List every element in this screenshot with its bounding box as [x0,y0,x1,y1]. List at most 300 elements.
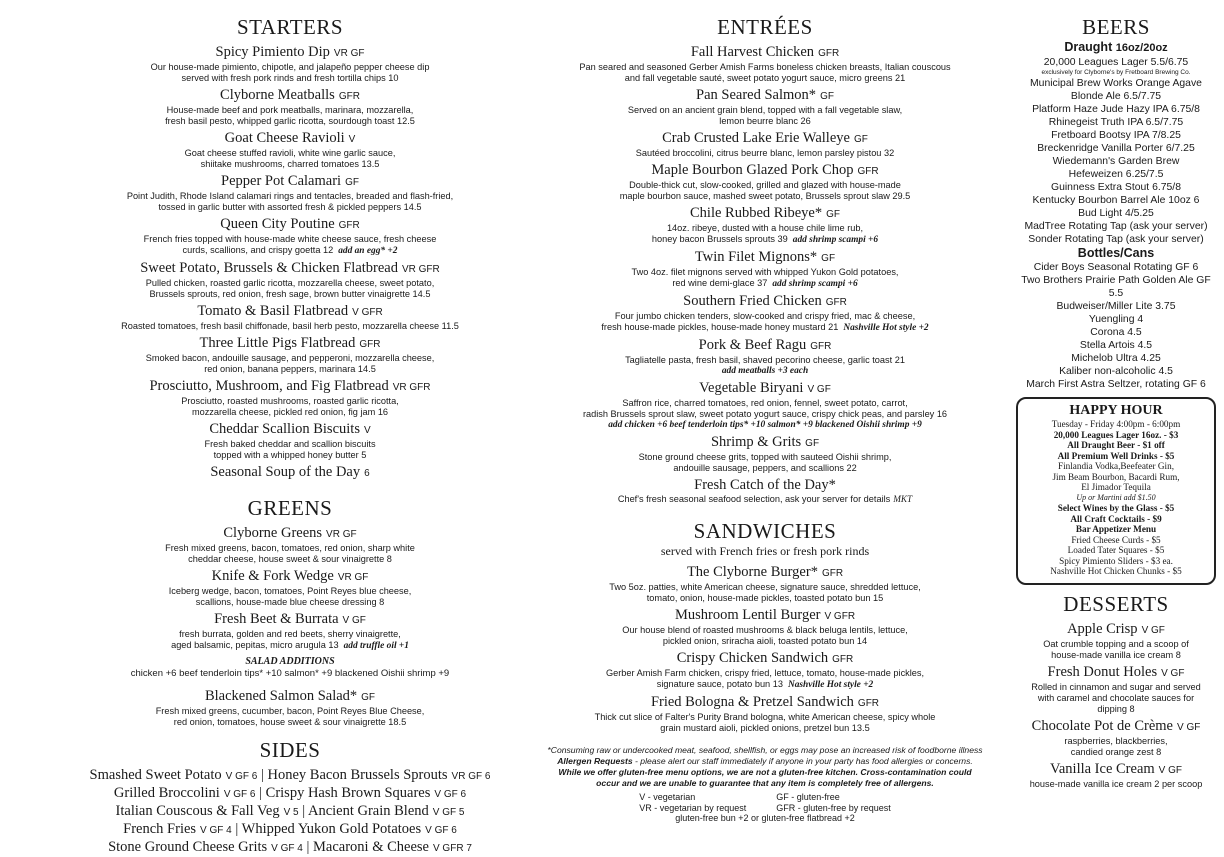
item-description-text: Two 5oz. patties, white American cheese, signature sauce, shredded lettuce, [609,582,921,592]
item-tags: GFR [338,220,360,231]
item-name: Fried Bologna & Pretzel Sandwich [650,694,854,710]
item-description-text: red onion, tomatoes, house sweet & sour vinaigrette 18.5 [173,717,407,727]
item-name: Maple Bourbon Glazed Pork Chop [651,162,854,178]
item-addon: add shrimp scampi +6 [772,279,858,289]
item-description [1016,682,1216,693]
item-price: MKT [893,494,913,504]
gluten-notice-2: occur and we are unable to guarantee that any item is completely free of allergens. [596,778,934,788]
happy-hour-line: Bar Appetizer Menu [1075,524,1157,534]
item-description [10,629,570,640]
item-name: Twin Filet Mignons* [694,249,818,265]
item-description-text: Two 4oz. filet mignons served with whipped Yukon Gold potatoes, [631,267,899,277]
item-description [10,202,570,213]
item-description-text: mozzarella cheese, pickled red onion, fig jam 16 [191,407,389,417]
item-name: Vanilla Ice Cream [1049,760,1155,777]
item-name-line [10,130,570,148]
item-tags: VR GF [333,48,365,59]
sides-divider: | [255,785,266,801]
item-description-text: scallions, house-made blue cheese dressing 8 [195,597,385,607]
item-description [10,407,570,418]
item-name: Chile Rubbed Ribeye* [690,205,823,221]
happy-hour-line: All Craft Cocktails - $9 [1070,513,1162,524]
bottle-beer: Yuengling 4 [1088,314,1144,325]
happy-hour-list [1022,419,1210,577]
item-name-line [10,568,570,586]
item-description [540,223,990,234]
starters-list [10,44,570,482]
happy-hour-line: Select Wines by the Glass - $5 [1057,503,1175,513]
item-description [540,73,990,84]
happy-hour-line: El Jimador Tequila [1081,482,1151,492]
consume-notice: *Consuming raw or undercooked meat, seafood, shellfish, or eggs may pose an increased risk of foodborne illness [547,745,983,755]
menu-item [540,564,990,604]
menu-item [10,568,570,608]
happy-hour-line: All Draught Beer - $1 off [1067,440,1165,450]
item-tags: VR GF [326,529,357,540]
item-name-line [10,216,570,234]
allergen-notice [540,756,990,767]
item-name: Southern Fried Chicken [683,293,822,309]
item-description-text: raspberries, blackberries, [1064,735,1168,746]
legend-v: V - vegetarian [639,792,696,802]
menu-item [10,688,570,728]
item-tags: VR GFR [392,382,431,393]
legend-gluten-free-bun: gluten-free bun +2 or gluten-free flatbread +2 [675,813,855,823]
desserts-title: DESSERTS [1063,591,1169,616]
item-description-text: House-made beef and pork meatballs, marinara, mozzarella, [166,105,414,115]
draught-beer: Municipal Brew Works Orange Agave [1030,78,1202,89]
item-name: Cheddar Scallion Biscuits [209,421,360,437]
bottles-heading: Bottles/Cans [1077,246,1155,260]
item-name: Fresh Beet & Burrata [214,611,339,627]
item-name-line [540,650,990,668]
draught-beer: MadTree Rotating Tap (ask your server) [1024,221,1208,232]
item-description [10,278,570,289]
item-tags: GFR [338,91,360,102]
sides-row [10,785,570,803]
item-tags: GF [345,177,359,188]
sides-divider: | [298,803,308,819]
item-name-line [10,464,570,482]
item-description-text: red wine demi-glace 37 [672,278,768,288]
item-description-text: Gerber Amish Farm chicken, crispy fried, lettuce, tomato, house-made pickles, [605,668,925,678]
item-name-line [10,525,570,543]
item-description-text: Double-thick cut, slow-cooked, grilled and glazed with house-made [629,180,901,190]
bottle-beer: Stella Artois 4.5 [1079,340,1153,351]
item-addon: add shrimp scampi +6 [792,235,879,245]
item-tags: V [348,134,356,145]
item-name-line [10,378,570,396]
item-name: Vegetable Biryani [699,380,804,396]
item-description-text: honey bacon Brussels sprouts 39 [651,234,788,244]
item-name: Seasonal Soup of the Day [210,464,361,480]
item-addon-line: add meatballs +3 each [721,366,809,376]
item-name: Mushroom Lentil Burger [674,607,821,623]
item-description [10,597,570,608]
item-description-text: 14oz. ribeye, dusted with a house chile lime rub, [666,223,864,233]
item-description [540,267,990,278]
item-description [540,180,990,191]
side-name: French Fries [123,821,197,837]
item-description [540,452,990,463]
item-name-line [1016,621,1216,639]
menu-item [540,434,990,474]
item-description [540,234,990,246]
sides-divider: | [231,821,242,837]
item-tags: V GF [1158,764,1182,776]
item-tags: GF [805,438,820,449]
item-description-text: radish Brussels sprout slaw, sweet potato yogurt sauce, crispy chick peas, and parsley 16 [582,409,948,419]
item-description [540,105,990,116]
menu-item [10,464,570,482]
item-description-text: fresh basil pesto, whipped garlic ricotta, sourdough toast 12.5 [165,116,415,126]
item-name: Three Little Pigs Flatbread [199,335,356,351]
item-tags: GFR [825,297,847,308]
item-description [10,706,570,717]
side-tags: V GF 6 [225,771,258,782]
happy-hour-title: HAPPY HOUR [1069,403,1163,418]
item-description-text: signature sauce, potato bun 13 [656,679,783,689]
item-description-text: Fresh mixed greens, bacon, tomatoes, red onion, sharp white [165,543,415,553]
item-description [540,625,990,636]
item-description-text: Chef's fresh seasonal seafood selection, ask your server for details [617,494,891,504]
item-name: Crispy Chicken Sandwich [676,650,829,666]
menu-item [540,249,990,290]
right-column [1016,14,1216,793]
item-tags: GFR [857,166,879,177]
item-name: Fresh Donut Holes [1047,663,1158,680]
item-description-text: candied orange zest 8 [1070,746,1162,757]
bottle-beer: Two Brothers Prairie Path Golden Ale GF 5.5 [1021,275,1211,299]
item-description-text: Pulled chicken, roasted garlic ricotta, mozzarella cheese, sweet potato, [145,278,435,288]
item-description [540,116,990,127]
item-addon-line: add chicken +6 beef tenderloin tips* +10 salmon* +9 blackened Oishii shrimp +9 [608,420,922,430]
sandwiches-title: SANDWICHES [693,519,837,543]
menu-item [10,611,570,652]
draught-sizes: 16oz/20oz [1115,42,1168,54]
happy-hour-line: Spicy Pimiento Sliders - $3 ea. [1059,555,1173,566]
sides-divider: | [302,839,314,855]
item-name: Clyborne Greens [223,525,323,541]
menu-item [540,477,990,505]
item-name-line [540,293,990,311]
menu-item [540,293,990,334]
item-description-text: red onion, banana peppers, marinara 14.5 [204,364,376,374]
happy-hour-line: Jim Beam Bourbon, Bacardi Rum, [1052,471,1180,482]
item-name-line [10,688,570,706]
menu-item [10,421,570,461]
sides-title: SIDES [259,738,321,762]
item-description-text: Thick cut slice of Falter's Purity Brand bologna, white American cheese, spicy whole [594,712,936,722]
menu-item [1016,761,1216,790]
happy-hour-box [1016,397,1216,585]
item-description [10,396,570,407]
legend-gfr: GFR - gluten-free by request [776,802,891,813]
sides-row [10,767,570,785]
menu-item [540,650,990,691]
item-tags: VR GFR [401,264,440,275]
item-name: The Clyborne Burger* [686,564,818,580]
item-tags: V GFR [352,307,383,318]
item-tags: V GF [1177,721,1201,733]
item-tags: GF [826,209,840,220]
item-name: Tomato & Basil Flatbread [197,303,349,319]
draught-beer: Breckenridge Vanilla Porter 6/7.25 [1037,143,1195,154]
item-name-line [540,337,990,355]
allergen-text: - please alert our staff immediately if anyone in your party has food allergies or concerns. [632,756,973,766]
item-description-text: curds, scallions, and crispy goetta 12 [182,245,334,255]
item-tags: V GF [342,615,366,626]
menu-item [1016,718,1216,758]
happy-hour-line: Tuesday - Friday 4:00pm - 6:00pm [1051,419,1181,429]
side-name: Italian Couscous & Fall Veg [115,803,280,819]
item-description-text: Iceberg wedge, bacon, tomatoes, Point Reyes blue cheese, [168,586,412,596]
bottle-beer: March First Astra Seltzer, rotating GF 6 [1026,379,1206,390]
side-name: Ancient Grain Blend [307,803,429,819]
item-description [540,311,990,322]
item-name: Spicy Pimiento Dip [215,44,330,60]
menu-item [10,173,570,213]
item-description-text: tomato, onion, house-made pickles, toasted potato bun 15 [646,593,884,603]
item-name-line [540,477,990,494]
item-description-text: Oat crumble topping and a scoop of [1043,638,1189,649]
item-description [10,450,570,461]
item-description-text: cheddar cheese, house sweet & sour vinaigrette 8 [188,554,392,564]
item-tags: GFR [810,341,832,352]
middle-column [540,14,990,824]
item-description [540,494,990,505]
item-addon: add an egg* +2 [338,246,398,256]
menu-item [10,87,570,127]
side-tags: VR GF 6 [451,771,491,782]
item-description [10,159,570,170]
item-tags: V [363,425,371,436]
item-description [1016,779,1216,790]
side-tags: V GF 6 [425,825,457,836]
item-addon: Nashville Hot style +2 [787,680,874,690]
menu-item [540,337,990,377]
entrees-title: ENTRÉES [717,15,813,39]
item-tags: GF [820,91,834,102]
menu-item [540,130,990,159]
item-name: Crab Crusted Lake Erie Walleye [662,130,850,146]
item-tags: GFR [818,48,840,59]
menu-item [1016,664,1216,715]
side-tags: V GF 6 [223,789,256,800]
item-description [10,640,570,652]
happy-hour-line: Up or Martini add $1.50 [1076,492,1156,502]
sides-divider: | [257,767,268,783]
item-description [540,712,990,723]
item-tags: V GF [1141,624,1165,636]
item-description-text: Goat cheese stuffed ravioli, white wine garlic sauce, [184,148,396,158]
happy-hour-line: Finlandia Vodka,Beefeater Gin, [1057,461,1174,471]
item-description-text: tossed in garlic butter with assorted fresh & pickled peppers 14.5 [158,202,422,212]
item-description [10,148,570,159]
item-tags: GF [361,692,376,703]
item-description [540,463,990,474]
menu-item [540,44,990,84]
item-name-line [540,44,990,62]
entrees-list [540,44,990,505]
menu-item [540,87,990,127]
item-tags: 6 [364,468,370,479]
greens-last [10,688,570,728]
item-tags: GF [821,253,836,264]
salad-additions-title: SALAD ADDITIONS [245,656,335,667]
diet-legend [540,792,990,813]
item-description-text: Our house-made pimiento, chipotle, and jalapeño pepper cheese dip [150,62,430,72]
item-description-text: maple bourbon sauce, mashed sweet potato, Brussels sprout slaw 29.5 [619,191,911,201]
item-tags: GFR [857,698,880,709]
item-name: Chocolate Pot de Crème [1031,717,1173,734]
item-description [10,105,570,116]
item-name-line [10,87,570,105]
item-description [10,234,570,245]
item-tags: GF [853,134,868,145]
item-name-line [10,421,570,439]
item-description [1016,693,1216,704]
item-description [540,723,990,734]
item-description [10,439,570,450]
desserts-list [1016,621,1216,790]
item-name-line [540,434,990,452]
item-tags: GFR [832,654,854,665]
item-description-text: house-made vanilla ice cream 8 [1051,649,1181,660]
item-name-line [10,44,570,62]
item-name-line [1016,664,1216,682]
item-tags: V GF [807,384,831,395]
draught-beer: Fretboard Bootsy IPA 7/8.25 [1051,130,1181,141]
side-name: Crispy Hash Brown Squares [265,785,431,801]
item-description-text: dipping 8 [1097,703,1135,714]
item-description [1016,747,1216,758]
item-name-line [10,303,570,321]
draught-beer: Bud Light 4/5.25 [1078,208,1154,219]
happy-hour-line: Nashville Hot Chicken Chunks - $5 [1050,566,1182,576]
item-description-text: Smoked bacon, andouille sausage, and pepperoni, mozzarella cheese, [145,353,435,363]
bottle-beer: Michelob Ultra 4.25 [1071,353,1161,364]
item-description [540,355,990,366]
menu-item [10,130,570,170]
menu-item [1016,621,1216,661]
legend-vr: VR - vegetarian by request [639,802,747,813]
item-description-text: Fresh mixed greens, cucumber, bacon, Point Reyes Blue Cheese, [155,706,425,716]
legend-gf: GF - gluten-free [776,792,840,802]
item-name: Sweet Potato, Brussels & Chicken Flatbread [140,260,398,276]
item-name-line [10,611,570,629]
sandwiches-subtitle: served with French fries or fresh pork rinds [660,544,870,558]
item-description-text: Our house blend of roasted mushrooms & black beluga lentils, lettuce, [622,625,908,635]
item-description [540,322,990,334]
side-tags: V GF 4 [271,843,303,854]
item-name: Clyborne Meatballs [220,87,335,103]
item-name: Fresh Catch of the Day* [694,477,836,493]
menu-item [540,380,990,431]
item-name-line [540,249,990,267]
item-description [540,593,990,604]
menu-item [10,216,570,257]
item-description-text: aged balsamic, pepitas, micro arugula 13 [171,640,339,650]
item-name-line [540,380,990,398]
item-description-text: French fries topped with house-made white cheese sauce, fresh cheese [143,234,437,244]
greens-title: GREENS [247,496,333,520]
gluten-notice-1: While we offer gluten-free menu options, we are not a gluten-free kitchen. Cross-contamination could [558,767,972,777]
item-name: Fall Harvest Chicken [690,44,815,60]
side-name: Stone Ground Cheese Grits [108,839,268,855]
item-description [10,364,570,375]
side-name: Smashed Sweet Potato [89,767,222,783]
item-name: Apple Crisp [1067,620,1138,637]
sandwiches-list [540,564,990,734]
item-name-line [10,260,570,278]
item-description-text: Fresh baked cheddar and scallion biscuits [204,439,376,449]
item-description-text: with caramel and chocolate sauces for [1037,692,1195,703]
draught-list [1016,56,1216,246]
item-description [10,62,570,73]
bottle-beer: Corona 4.5 [1090,327,1142,338]
draught-beer: Hefeweizen 6.25/7.5 [1068,169,1164,180]
item-description-text: fresh burrata, golden and red beets, sherry vinaigrette, [179,629,401,639]
item-addon: Nashville Hot style +2 [843,323,929,333]
item-tags: GFR [359,339,381,350]
item-tags: V GF [1161,667,1185,679]
item-description-text: Pan seared and seasoned Gerber Amish Farms boneless chicken breasts, Italian couscous [579,62,951,72]
menu-item [540,694,990,734]
side-name: Macaroni & Cheese [313,839,429,855]
side-tags: V GF 4 [200,825,232,836]
happy-hour-line: All Premium Well Drinks - $5 [1057,450,1175,461]
item-name: Pork & Beef Ragu [698,337,807,353]
item-name: Shrimp & Grits [710,434,802,450]
allergen-label: Allergen Requests [557,756,633,766]
item-name-line [540,130,990,148]
item-description [540,398,990,409]
draught-beer: Guinness Extra Stout 6.75/8 [1051,182,1181,193]
item-description [540,679,990,691]
draught-beer: Wiedemann's Garden Brew [1052,156,1180,167]
menu-item [10,378,570,418]
item-description [10,289,570,300]
menu-item [10,335,570,375]
sides-row [10,839,570,857]
item-description-text: lemon beurre blanc 26 [719,116,811,126]
item-description [10,543,570,554]
draught-beer: 20,000 Leagues Lager 5.5/6.75 [1043,57,1189,68]
item-description [10,554,570,565]
item-description [10,353,570,364]
item-description [540,668,990,679]
item-description [1016,650,1216,661]
item-description-text: andouille sausage, peppers, and scallions 22 [673,463,857,473]
item-name-line [540,162,990,180]
item-description-text: Saffron rice, charred tomatoes, red onion, fennel, sweet potato, carrot, [622,398,908,408]
menu-item [10,525,570,565]
menu-item [10,303,570,332]
draught-heading [1016,40,1216,56]
draught-beer: Kentucky Bourbon Barrel Ale 10oz 6 [1032,195,1200,206]
item-name: Pan Seared Salmon* [696,87,817,103]
item-description [540,278,990,290]
bottle-beer: Kaliber non-alcoholic 4.5 [1059,366,1173,377]
item-name-line [1016,718,1216,736]
item-name: Queen City Poutine [220,216,335,232]
item-description [10,717,570,728]
item-name-line [540,694,990,712]
item-description [540,62,990,73]
item-tags: VR GF [337,572,369,583]
menu-item [10,44,570,84]
